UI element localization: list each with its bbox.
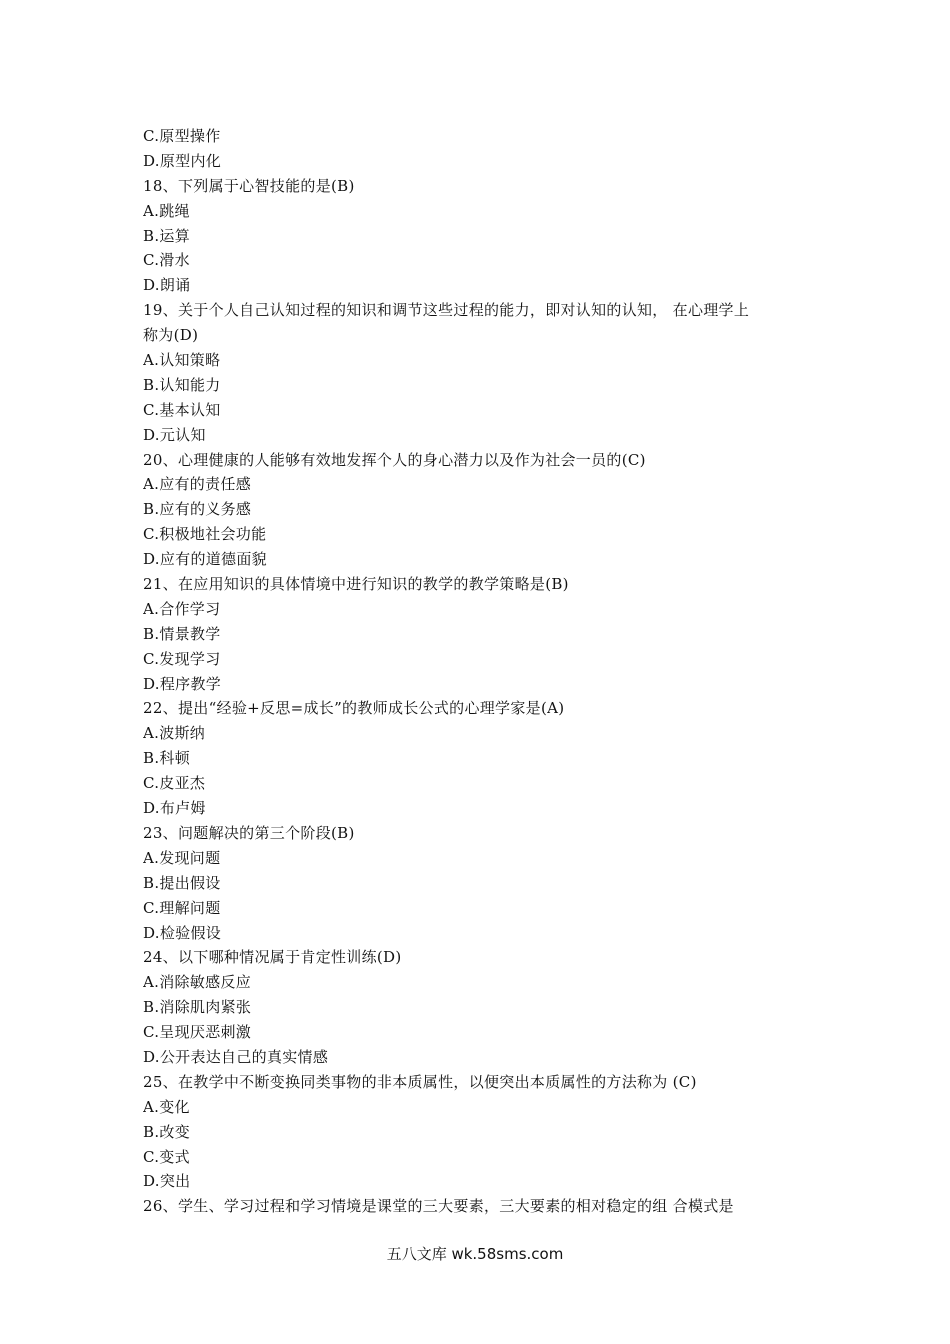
option-line: C.理解问题	[143, 898, 221, 917]
question-line: 25、在教学中不断变换同类事物的非本质属性，以便突出本质属性的方法称为 (C)	[143, 1072, 697, 1091]
option-line: B.运算	[143, 226, 190, 245]
question-line: 19、关于个人自己认知过程的知识和调节这些过程的能力，即对认知的认知， 在心理学上	[143, 301, 750, 320]
question-line: 21、在应用知识的具体情境中进行知识的教学的教学策略是(B)	[143, 575, 569, 594]
option-line: C.皮亚杰	[143, 774, 206, 793]
option-line: C.基本认知	[143, 400, 221, 419]
question-continuation-line: 称为(D)	[143, 326, 199, 345]
option-line: B.情景教学	[143, 624, 221, 643]
option-line: C.积极地社会功能	[143, 525, 267, 544]
question-list	[143, 124, 813, 1219]
option-line: C.发现学习	[143, 649, 221, 668]
option-line: C.原型操作	[143, 127, 221, 145]
option-line: A.波斯纳	[143, 724, 206, 743]
option-line: D.原型内化	[143, 151, 222, 170]
option-line: D.检验假设	[143, 923, 222, 942]
question-line: 24、以下哪种情况属于肯定性训练(D)	[143, 948, 402, 967]
option-line: B.改变	[143, 1122, 190, 1141]
option-line: A.认知策略	[143, 351, 221, 370]
option-line: D.突出	[143, 1172, 191, 1191]
option-line: C.滑水	[143, 251, 190, 270]
question-line: 18、下列属于心智技能的是(B)	[143, 176, 355, 195]
option-line: D.程序教学	[143, 674, 222, 693]
option-line: A.应有的责任感	[143, 475, 252, 494]
option-line: B.提出假设	[143, 873, 221, 892]
option-line: A.发现问题	[143, 848, 221, 867]
option-line: A.合作学习	[143, 599, 221, 618]
option-line: D.布卢姆	[143, 799, 206, 818]
option-line: A.变化	[143, 1097, 190, 1116]
question-line: 23、问题解决的第三个阶段(B)	[143, 823, 355, 842]
option-line: C.呈现厌恶刺激	[143, 1023, 252, 1042]
option-line: A.跳绳	[143, 201, 190, 220]
option-line: A.消除敏感反应	[143, 973, 252, 992]
question-line: 26、学生、学习过程和学习情境是课堂的三大要素，三大要素的相对稳定的组 合模式是	[143, 1197, 734, 1216]
question-line: 20、心理健康的人能够有效地发挥个人的身心潜力以及作为社会一员的(C)	[143, 450, 646, 469]
option-line: C.变式	[143, 1147, 190, 1166]
option-line: B.应有的义务感	[143, 500, 252, 519]
option-line: B.认知能力	[143, 375, 221, 394]
option-line: B.科顿	[143, 749, 190, 768]
question-line: 22、提出“经验+反思=成长”的教师成长公式的心理学家是(A)	[143, 699, 565, 718]
option-line: B.消除肌肉紧张	[143, 998, 252, 1017]
option-line: D.朗诵	[143, 276, 191, 295]
footer-watermark: 五八文库 wk.58sms.com	[386, 1245, 564, 1263]
option-line: D.元认知	[143, 425, 206, 444]
option-line: D.应有的道德面貌	[143, 550, 267, 569]
option-line: D.公开表达自己的真实情感	[143, 1047, 329, 1066]
